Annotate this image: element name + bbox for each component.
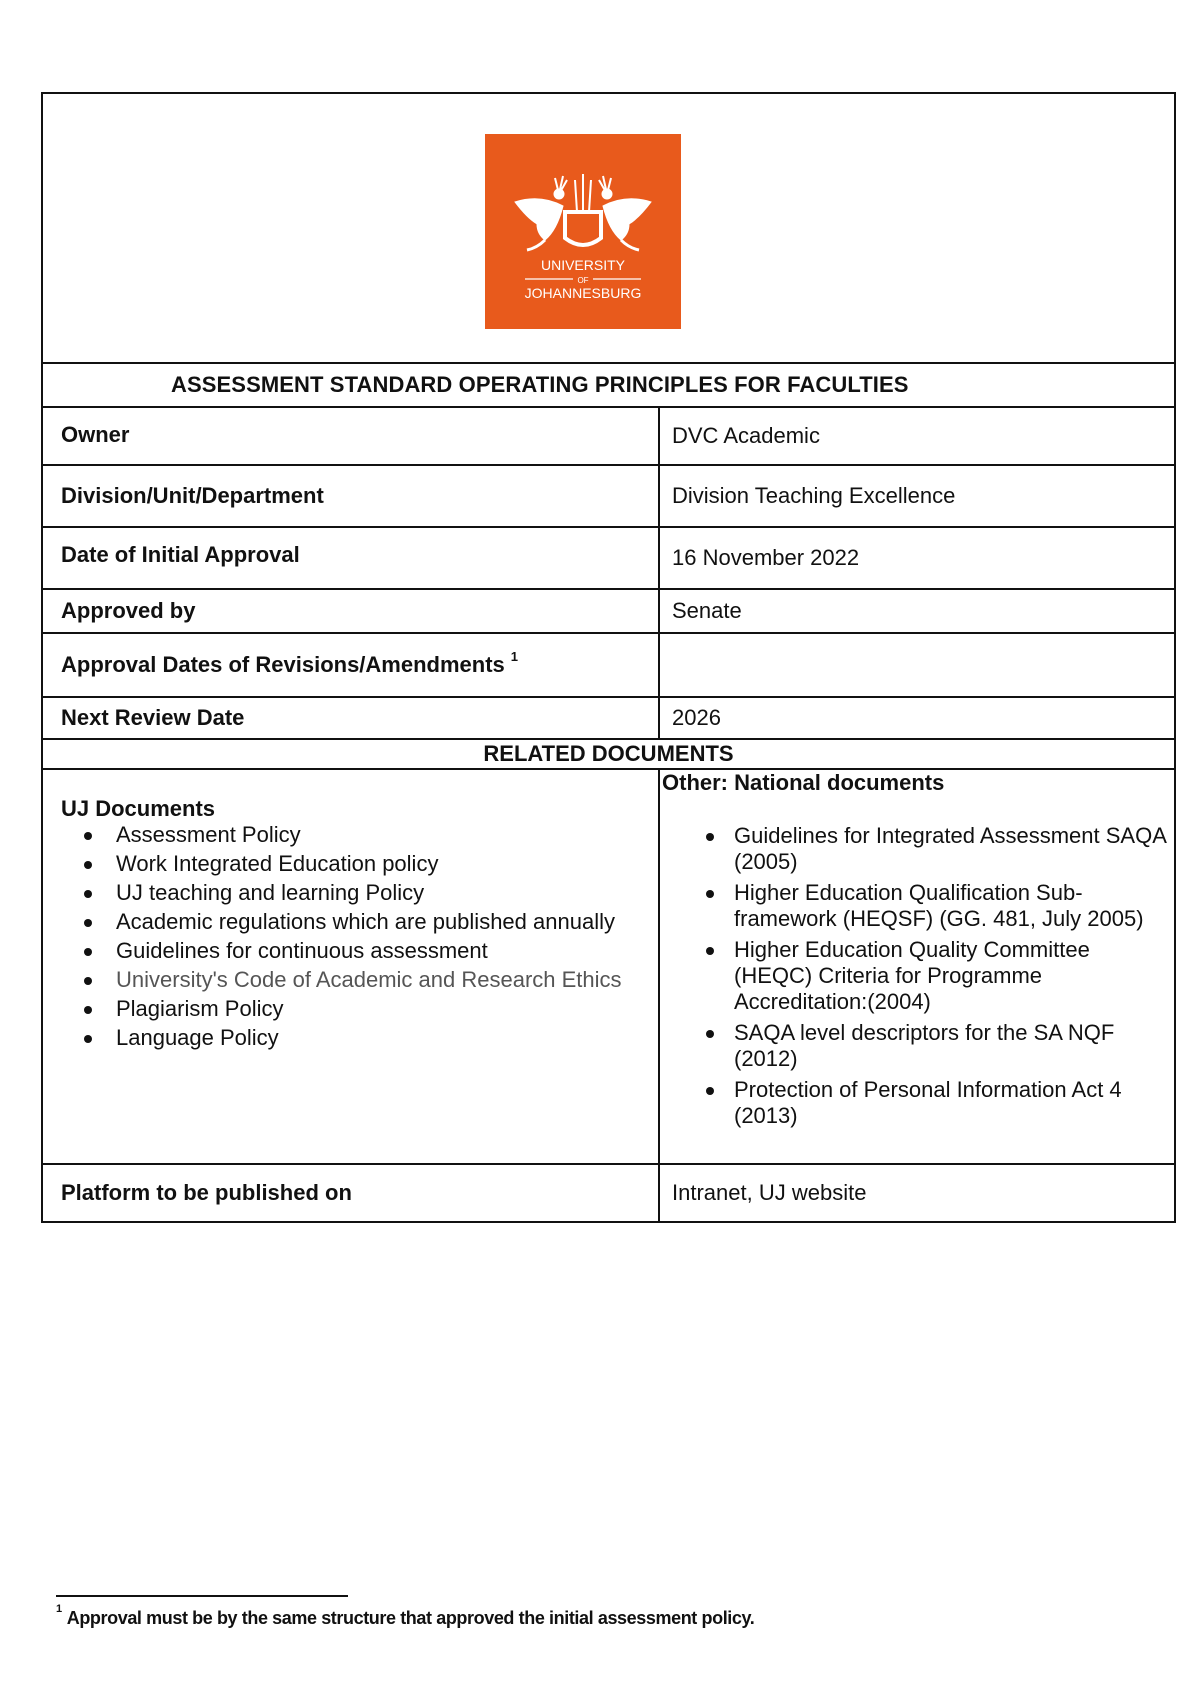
row-platform bbox=[42, 1164, 1175, 1222]
footnote bbox=[56, 1603, 755, 1629]
footnote-text: Approval must be by the same structure that approved the initial assessment policy. bbox=[66, 1608, 755, 1628]
list-item: Plagiarism Policy bbox=[61, 996, 658, 1022]
row-next-review bbox=[42, 697, 1175, 739]
national-documents-list bbox=[662, 823, 1166, 1129]
platform-label: Platform to be published on bbox=[42, 1164, 659, 1222]
revisions-label-cell bbox=[42, 633, 659, 697]
initial-approval-label: Date of Initial Approval bbox=[42, 527, 659, 589]
owner-value: DVC Academic bbox=[659, 407, 1175, 465]
list-item: Protection of Personal Information Act 4 (2013) bbox=[662, 1077, 1166, 1129]
list-item: Higher Education Qualification Sub-framework (HEQSF) (GG. 481, July 2005) bbox=[662, 880, 1166, 932]
list-item: SAQA level descriptors for the SA NQF (2012) bbox=[662, 1020, 1166, 1072]
platform-value: Intranet, UJ website bbox=[659, 1164, 1175, 1222]
row-initial-approval bbox=[42, 527, 1175, 589]
list-item: Guidelines for Integrated Assessment SAQA (2005) bbox=[662, 823, 1166, 875]
footnote-reference[interactable]: 1 bbox=[510, 649, 519, 664]
row-owner bbox=[42, 407, 1175, 465]
revisions-label: Approval Dates of Revisions/Amendments bbox=[61, 652, 505, 677]
uj-documents-cell bbox=[42, 769, 659, 1164]
row-revisions bbox=[42, 633, 1175, 697]
owner-label: Owner bbox=[42, 407, 659, 465]
list-item: Assessment Policy bbox=[61, 822, 658, 848]
logo-line-1: UNIVERSITY bbox=[540, 257, 626, 273]
logo-line-2: OF bbox=[577, 276, 589, 285]
row-approved-by bbox=[42, 589, 1175, 633]
division-label: Division/Unit/Department bbox=[42, 465, 659, 527]
policy-info-table bbox=[41, 92, 1176, 1223]
next-review-label: Next Review Date bbox=[42, 697, 659, 739]
revisions-value bbox=[659, 633, 1175, 697]
division-value: Division Teaching Excellence bbox=[659, 465, 1175, 527]
list-item: UJ teaching and learning Policy bbox=[61, 880, 658, 906]
row-related-documents bbox=[42, 769, 1175, 1164]
row-division bbox=[42, 465, 1175, 527]
related-documents-heading: RELATED DOCUMENTS bbox=[42, 739, 1175, 769]
logo-cell bbox=[42, 93, 1175, 363]
logo-line-3: JOHANNESBURG bbox=[524, 285, 642, 301]
national-documents-cell bbox=[659, 769, 1175, 1164]
next-review-value: 2026 bbox=[659, 697, 1175, 739]
bird-crest-icon bbox=[485, 134, 681, 329]
list-item: Academic regulations which are published annually bbox=[61, 909, 658, 935]
approved-by-value: Senate bbox=[659, 589, 1175, 633]
uj-documents-heading: UJ Documents bbox=[61, 796, 216, 821]
uj-documents-list bbox=[61, 822, 658, 1051]
university-logo bbox=[485, 134, 681, 329]
list-item: Language Policy bbox=[61, 1025, 658, 1051]
list-item: University's Code of Academic and Research Ethics bbox=[61, 967, 658, 993]
initial-approval-value: 16 November 2022 bbox=[659, 527, 1175, 589]
list-item: Guidelines for continuous assessment bbox=[61, 938, 658, 964]
footnote-separator bbox=[56, 1595, 348, 1597]
national-documents-heading: Other: National documents bbox=[662, 770, 945, 795]
approved-by-label: Approved by bbox=[42, 589, 659, 633]
list-item: Higher Education Quality Committee (HEQC) Criteria for Programme Accreditation:(2004) bbox=[662, 937, 1166, 1015]
list-item: Work Integrated Education policy bbox=[61, 851, 658, 877]
document-title: ASSESSMENT STANDARD OPERATING PRINCIPLES FOR FACULTIES bbox=[42, 363, 1175, 407]
footnote-mark: 1 bbox=[56, 1603, 62, 1615]
